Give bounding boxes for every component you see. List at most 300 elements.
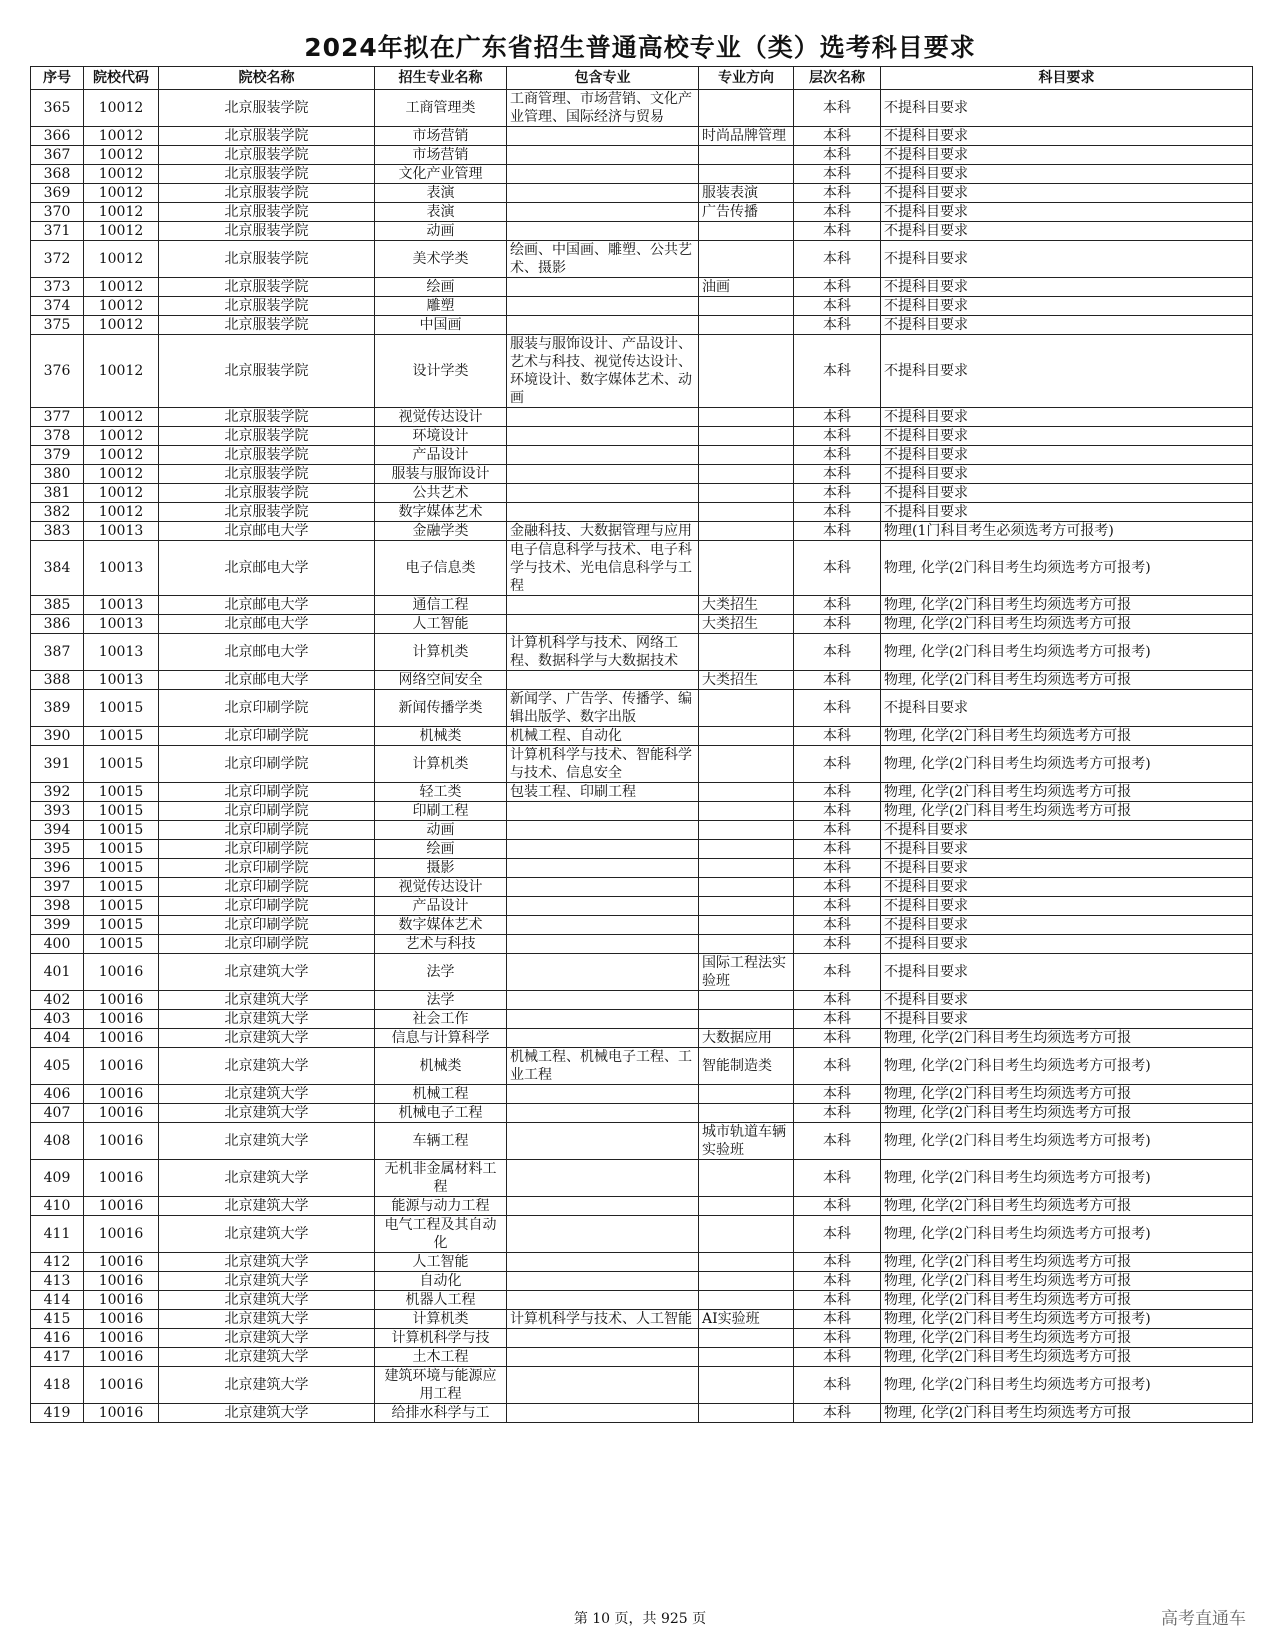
cell-direction bbox=[699, 297, 794, 316]
cell-no: 417 bbox=[31, 1348, 84, 1367]
cell-major: 计算机科学与技 bbox=[375, 1329, 507, 1348]
cell-includes bbox=[507, 146, 699, 165]
cell-requirement: 不提科目要求 bbox=[881, 821, 1253, 840]
cell-direction bbox=[699, 484, 794, 503]
cell-requirement: 不提科目要求 bbox=[881, 991, 1253, 1010]
cell-requirement: 物理, 化学(2门科目考生均须选考方可报考) bbox=[881, 541, 1253, 596]
cell-school: 北京服装学院 bbox=[159, 90, 375, 127]
cell-requirement: 物理(1门科目考生必须选考方可报考) bbox=[881, 522, 1253, 541]
cell-direction bbox=[699, 783, 794, 802]
cell-includes bbox=[507, 465, 699, 484]
cell-no: 402 bbox=[31, 991, 84, 1010]
cell-level: 本科 bbox=[794, 1160, 881, 1197]
cell-no: 376 bbox=[31, 335, 84, 408]
cell-requirement: 物理, 化学(2门科目考生均须选考方可报 bbox=[881, 1253, 1253, 1272]
subject-requirements-table bbox=[30, 66, 1253, 1423]
header-code: 院校代码 bbox=[84, 67, 159, 90]
cell-code: 10016 bbox=[84, 1085, 159, 1104]
cell-requirement: 物理, 化学(2门科目考生均须选考方可报 bbox=[881, 615, 1253, 634]
cell-no: 391 bbox=[31, 746, 84, 783]
cell-code: 10016 bbox=[84, 991, 159, 1010]
cell-no: 410 bbox=[31, 1197, 84, 1216]
cell-no: 367 bbox=[31, 146, 84, 165]
cell-code: 10012 bbox=[84, 316, 159, 335]
cell-code: 10015 bbox=[84, 840, 159, 859]
cell-code: 10016 bbox=[84, 1160, 159, 1197]
cell-level: 本科 bbox=[794, 1329, 881, 1348]
cell-code: 10016 bbox=[84, 1010, 159, 1029]
cell-school: 北京建筑大学 bbox=[159, 1197, 375, 1216]
cell-major: 通信工程 bbox=[375, 596, 507, 615]
cell-direction: 油画 bbox=[699, 278, 794, 297]
cell-requirement: 物理, 化学(2门科目考生均须选考方可报考) bbox=[881, 1048, 1253, 1085]
cell-no: 392 bbox=[31, 783, 84, 802]
cell-requirement: 物理, 化学(2门科目考生均须选考方可报 bbox=[881, 1085, 1253, 1104]
cell-code: 10016 bbox=[84, 1272, 159, 1291]
cell-school: 北京印刷学院 bbox=[159, 878, 375, 897]
cell-school: 北京印刷学院 bbox=[159, 802, 375, 821]
cell-includes bbox=[507, 297, 699, 316]
table-body bbox=[31, 90, 1253, 1423]
cell-direction bbox=[699, 1291, 794, 1310]
cell-no: 399 bbox=[31, 916, 84, 935]
cell-no: 419 bbox=[31, 1404, 84, 1423]
cell-direction bbox=[699, 541, 794, 596]
cell-includes bbox=[507, 897, 699, 916]
cell-direction bbox=[699, 1367, 794, 1404]
cell-level: 本科 bbox=[794, 222, 881, 241]
cell-major: 能源与动力工程 bbox=[375, 1197, 507, 1216]
cell-no: 375 bbox=[31, 316, 84, 335]
cell-requirement: 不提科目要求 bbox=[881, 222, 1253, 241]
cell-direction bbox=[699, 690, 794, 727]
cell-code: 10015 bbox=[84, 878, 159, 897]
cell-no: 396 bbox=[31, 859, 84, 878]
header-direction: 专业方向 bbox=[699, 67, 794, 90]
cell-code: 10012 bbox=[84, 146, 159, 165]
cell-code: 10016 bbox=[84, 1123, 159, 1160]
cell-no: 388 bbox=[31, 671, 84, 690]
cell-code: 10013 bbox=[84, 596, 159, 615]
cell-level: 本科 bbox=[794, 1010, 881, 1029]
table-row bbox=[31, 615, 1253, 634]
cell-includes bbox=[507, 127, 699, 146]
table-row bbox=[31, 1291, 1253, 1310]
cell-major: 中国画 bbox=[375, 316, 507, 335]
cell-major: 服装与服饰设计 bbox=[375, 465, 507, 484]
cell-school: 北京邮电大学 bbox=[159, 522, 375, 541]
cell-code: 10012 bbox=[84, 90, 159, 127]
table-row bbox=[31, 90, 1253, 127]
cell-major: 法学 bbox=[375, 954, 507, 991]
table-row bbox=[31, 878, 1253, 897]
cell-school: 北京建筑大学 bbox=[159, 1010, 375, 1029]
cell-major: 公共艺术 bbox=[375, 484, 507, 503]
cell-requirement: 物理, 化学(2门科目考生均须选考方可报 bbox=[881, 1272, 1253, 1291]
cell-requirement: 不提科目要求 bbox=[881, 503, 1253, 522]
cell-level: 本科 bbox=[794, 935, 881, 954]
cell-requirement: 不提科目要求 bbox=[881, 241, 1253, 278]
table-row bbox=[31, 935, 1253, 954]
cell-no: 403 bbox=[31, 1010, 84, 1029]
cell-school: 北京服装学院 bbox=[159, 427, 375, 446]
cell-includes bbox=[507, 1272, 699, 1291]
cell-no: 415 bbox=[31, 1310, 84, 1329]
cell-includes: 工商管理、市场营销、文化产业管理、国际经济与贸易 bbox=[507, 90, 699, 127]
cell-level: 本科 bbox=[794, 278, 881, 297]
cell-requirement: 不提科目要求 bbox=[881, 316, 1253, 335]
cell-school: 北京邮电大学 bbox=[159, 596, 375, 615]
cell-direction: 广告传播 bbox=[699, 203, 794, 222]
table-row bbox=[31, 821, 1253, 840]
cell-school: 北京服装学院 bbox=[159, 316, 375, 335]
cell-direction: 大类招生 bbox=[699, 615, 794, 634]
cell-code: 10012 bbox=[84, 165, 159, 184]
cell-direction bbox=[699, 1104, 794, 1123]
cell-major: 给排水科学与工 bbox=[375, 1404, 507, 1423]
cell-no: 369 bbox=[31, 184, 84, 203]
cell-includes: 机械工程、机械电子工程、工业工程 bbox=[507, 1048, 699, 1085]
cell-direction bbox=[699, 802, 794, 821]
cell-school: 北京建筑大学 bbox=[159, 1404, 375, 1423]
cell-code: 10016 bbox=[84, 1404, 159, 1423]
cell-direction bbox=[699, 316, 794, 335]
cell-no: 381 bbox=[31, 484, 84, 503]
cell-major: 计算机类 bbox=[375, 746, 507, 783]
cell-no: 398 bbox=[31, 897, 84, 916]
cell-level: 本科 bbox=[794, 1272, 881, 1291]
cell-code: 10013 bbox=[84, 615, 159, 634]
cell-school: 北京建筑大学 bbox=[159, 1253, 375, 1272]
cell-school: 北京建筑大学 bbox=[159, 1048, 375, 1085]
table-row bbox=[31, 1085, 1253, 1104]
cell-level: 本科 bbox=[794, 746, 881, 783]
cell-no: 368 bbox=[31, 165, 84, 184]
cell-requirement: 物理, 化学(2门科目考生均须选考方可报考) bbox=[881, 1160, 1253, 1197]
table-row bbox=[31, 671, 1253, 690]
cell-major: 数字媒体艺术 bbox=[375, 916, 507, 935]
cell-school: 北京服装学院 bbox=[159, 184, 375, 203]
cell-level: 本科 bbox=[794, 671, 881, 690]
cell-includes bbox=[507, 878, 699, 897]
cell-direction bbox=[699, 1160, 794, 1197]
cell-direction bbox=[699, 727, 794, 746]
cell-level: 本科 bbox=[794, 484, 881, 503]
cell-school: 北京印刷学院 bbox=[159, 746, 375, 783]
cell-code: 10012 bbox=[84, 222, 159, 241]
table-row bbox=[31, 1253, 1253, 1272]
cell-major: 机器人工程 bbox=[375, 1291, 507, 1310]
cell-major: 美术学类 bbox=[375, 241, 507, 278]
cell-level: 本科 bbox=[794, 1123, 881, 1160]
cell-includes bbox=[507, 316, 699, 335]
cell-includes bbox=[507, 1216, 699, 1253]
cell-school: 北京服装学院 bbox=[159, 335, 375, 408]
cell-includes bbox=[507, 1329, 699, 1348]
cell-direction bbox=[699, 522, 794, 541]
cell-no: 385 bbox=[31, 596, 84, 615]
table-row bbox=[31, 335, 1253, 408]
cell-major: 市场营销 bbox=[375, 146, 507, 165]
cell-no: 409 bbox=[31, 1160, 84, 1197]
cell-requirement: 不提科目要求 bbox=[881, 278, 1253, 297]
cell-major: 机械类 bbox=[375, 727, 507, 746]
cell-requirement: 不提科目要求 bbox=[881, 90, 1253, 127]
cell-level: 本科 bbox=[794, 1197, 881, 1216]
cell-code: 10013 bbox=[84, 634, 159, 671]
cell-no: 380 bbox=[31, 465, 84, 484]
cell-requirement: 物理, 化学(2门科目考生均须选考方可报考) bbox=[881, 1367, 1253, 1404]
cell-includes bbox=[507, 935, 699, 954]
table-row bbox=[31, 1404, 1253, 1423]
header-includes: 包含专业 bbox=[507, 67, 699, 90]
cell-code: 10015 bbox=[84, 897, 159, 916]
cell-requirement: 不提科目要求 bbox=[881, 897, 1253, 916]
cell-direction bbox=[699, 991, 794, 1010]
cell-level: 本科 bbox=[794, 1348, 881, 1367]
cell-major: 产品设计 bbox=[375, 446, 507, 465]
cell-major: 新闻传播学类 bbox=[375, 690, 507, 727]
table-row bbox=[31, 1348, 1253, 1367]
cell-code: 10012 bbox=[84, 127, 159, 146]
cell-level: 本科 bbox=[794, 427, 881, 446]
cell-no: 374 bbox=[31, 297, 84, 316]
table-row bbox=[31, 727, 1253, 746]
cell-level: 本科 bbox=[794, 783, 881, 802]
cell-requirement: 物理, 化学(2门科目考生均须选考方可报 bbox=[881, 1404, 1253, 1423]
table-row bbox=[31, 1160, 1253, 1197]
cell-includes: 包装工程、印刷工程 bbox=[507, 783, 699, 802]
cell-code: 10012 bbox=[84, 297, 159, 316]
cell-major: 产品设计 bbox=[375, 897, 507, 916]
cell-code: 10015 bbox=[84, 916, 159, 935]
cell-level: 本科 bbox=[794, 916, 881, 935]
cell-includes bbox=[507, 446, 699, 465]
cell-includes bbox=[507, 1029, 699, 1048]
cell-level: 本科 bbox=[794, 897, 881, 916]
cell-includes bbox=[507, 1253, 699, 1272]
cell-no: 401 bbox=[31, 954, 84, 991]
cell-requirement: 不提科目要求 bbox=[881, 184, 1253, 203]
cell-code: 10015 bbox=[84, 802, 159, 821]
table-row bbox=[31, 1272, 1253, 1291]
cell-school: 北京建筑大学 bbox=[159, 1104, 375, 1123]
cell-major: 雕塑 bbox=[375, 297, 507, 316]
cell-school: 北京服装学院 bbox=[159, 222, 375, 241]
header-major: 招生专业名称 bbox=[375, 67, 507, 90]
cell-code: 10016 bbox=[84, 1329, 159, 1348]
table-row bbox=[31, 1310, 1253, 1329]
table-row bbox=[31, 484, 1253, 503]
table-header-row bbox=[31, 67, 1253, 90]
cell-includes bbox=[507, 615, 699, 634]
cell-code: 10012 bbox=[84, 465, 159, 484]
cell-includes: 新闻学、广告学、传播学、编辑出版学、数字出版 bbox=[507, 690, 699, 727]
table-row bbox=[31, 783, 1253, 802]
cell-level: 本科 bbox=[794, 1029, 881, 1048]
cell-direction bbox=[699, 1329, 794, 1348]
table-row bbox=[31, 146, 1253, 165]
cell-no: 383 bbox=[31, 522, 84, 541]
cell-code: 10012 bbox=[84, 503, 159, 522]
cell-major: 土木工程 bbox=[375, 1348, 507, 1367]
table-row bbox=[31, 241, 1253, 278]
cell-code: 10012 bbox=[84, 446, 159, 465]
table-row bbox=[31, 316, 1253, 335]
cell-includes: 绘画、中国画、雕塑、公共艺术、摄影 bbox=[507, 241, 699, 278]
cell-level: 本科 bbox=[794, 165, 881, 184]
cell-direction bbox=[699, 222, 794, 241]
cell-includes bbox=[507, 1085, 699, 1104]
cell-major: 网络空间安全 bbox=[375, 671, 507, 690]
cell-direction bbox=[699, 503, 794, 522]
cell-direction bbox=[699, 146, 794, 165]
cell-major: 计算机类 bbox=[375, 1310, 507, 1329]
cell-includes bbox=[507, 1160, 699, 1197]
cell-requirement: 不提科目要求 bbox=[881, 878, 1253, 897]
table-row bbox=[31, 1329, 1253, 1348]
cell-major: 社会工作 bbox=[375, 1010, 507, 1029]
cell-level: 本科 bbox=[794, 522, 881, 541]
cell-requirement: 物理, 化学(2门科目考生均须选考方可报考) bbox=[881, 1216, 1253, 1253]
cell-no: 397 bbox=[31, 878, 84, 897]
cell-level: 本科 bbox=[794, 1310, 881, 1329]
cell-code: 10015 bbox=[84, 935, 159, 954]
cell-direction bbox=[699, 1404, 794, 1423]
cell-level: 本科 bbox=[794, 802, 881, 821]
cell-major: 艺术与科技 bbox=[375, 935, 507, 954]
cell-level: 本科 bbox=[794, 184, 881, 203]
cell-level: 本科 bbox=[794, 316, 881, 335]
cell-requirement: 物理, 化学(2门科目考生均须选考方可报 bbox=[881, 1029, 1253, 1048]
cell-school: 北京服装学院 bbox=[159, 127, 375, 146]
cell-school: 北京服装学院 bbox=[159, 446, 375, 465]
cell-no: 390 bbox=[31, 727, 84, 746]
table-row bbox=[31, 1048, 1253, 1085]
cell-includes bbox=[507, 1404, 699, 1423]
cell-level: 本科 bbox=[794, 203, 881, 222]
cell-level: 本科 bbox=[794, 1048, 881, 1085]
cell-no: 373 bbox=[31, 278, 84, 297]
table-row bbox=[31, 278, 1253, 297]
cell-no: 370 bbox=[31, 203, 84, 222]
cell-major: 金融学类 bbox=[375, 522, 507, 541]
cell-major: 环境设计 bbox=[375, 427, 507, 446]
cell-code: 10015 bbox=[84, 727, 159, 746]
cell-major: 文化产业管理 bbox=[375, 165, 507, 184]
cell-direction bbox=[699, 1197, 794, 1216]
cell-major: 印刷工程 bbox=[375, 802, 507, 821]
cell-requirement: 不提科目要求 bbox=[881, 954, 1253, 991]
cell-direction bbox=[699, 821, 794, 840]
table-row bbox=[31, 222, 1253, 241]
cell-code: 10012 bbox=[84, 408, 159, 427]
cell-requirement: 物理, 化学(2门科目考生均须选考方可报 bbox=[881, 727, 1253, 746]
cell-level: 本科 bbox=[794, 634, 881, 671]
cell-major: 车辆工程 bbox=[375, 1123, 507, 1160]
cell-no: 379 bbox=[31, 446, 84, 465]
cell-requirement: 不提科目要求 bbox=[881, 1010, 1253, 1029]
table-row bbox=[31, 746, 1253, 783]
cell-school: 北京建筑大学 bbox=[159, 1085, 375, 1104]
cell-direction bbox=[699, 335, 794, 408]
cell-major: 机械工程 bbox=[375, 1085, 507, 1104]
table-row bbox=[31, 184, 1253, 203]
cell-no: 394 bbox=[31, 821, 84, 840]
cell-school: 北京邮电大学 bbox=[159, 615, 375, 634]
cell-school: 北京建筑大学 bbox=[159, 1329, 375, 1348]
cell-major: 绘画 bbox=[375, 840, 507, 859]
table-row bbox=[31, 427, 1253, 446]
cell-school: 北京服装学院 bbox=[159, 146, 375, 165]
cell-requirement: 物理, 化学(2门科目考生均须选考方可报 bbox=[881, 1291, 1253, 1310]
cell-no: 386 bbox=[31, 615, 84, 634]
cell-level: 本科 bbox=[794, 446, 881, 465]
cell-includes: 电子信息科学与技术、电子科学与技术、光电信息科学与工程 bbox=[507, 541, 699, 596]
cell-code: 10015 bbox=[84, 859, 159, 878]
cell-code: 10012 bbox=[84, 484, 159, 503]
cell-major: 轻工类 bbox=[375, 783, 507, 802]
cell-direction: 城市轨道车辆实验班 bbox=[699, 1123, 794, 1160]
cell-no: 387 bbox=[31, 634, 84, 671]
cell-major: 表演 bbox=[375, 184, 507, 203]
cell-code: 10016 bbox=[84, 1291, 159, 1310]
cell-requirement: 物理, 化学(2门科目考生均须选考方可报考) bbox=[881, 746, 1253, 783]
cell-no: 378 bbox=[31, 427, 84, 446]
cell-level: 本科 bbox=[794, 954, 881, 991]
cell-no: 400 bbox=[31, 935, 84, 954]
cell-direction bbox=[699, 446, 794, 465]
cell-code: 10012 bbox=[84, 427, 159, 446]
cell-code: 10012 bbox=[84, 278, 159, 297]
table-row bbox=[31, 522, 1253, 541]
cell-includes bbox=[507, 1010, 699, 1029]
cell-level: 本科 bbox=[794, 1404, 881, 1423]
cell-major: 绘画 bbox=[375, 278, 507, 297]
table-row bbox=[31, 1197, 1253, 1216]
cell-level: 本科 bbox=[794, 690, 881, 727]
cell-school: 北京印刷学院 bbox=[159, 897, 375, 916]
cell-major: 摄影 bbox=[375, 859, 507, 878]
table-row bbox=[31, 840, 1253, 859]
cell-school: 北京服装学院 bbox=[159, 165, 375, 184]
cell-includes bbox=[507, 954, 699, 991]
header-school: 院校名称 bbox=[159, 67, 375, 90]
cell-no: 371 bbox=[31, 222, 84, 241]
cell-level: 本科 bbox=[794, 1291, 881, 1310]
cell-school: 北京邮电大学 bbox=[159, 671, 375, 690]
table-row bbox=[31, 1367, 1253, 1404]
cell-major: 人工智能 bbox=[375, 1253, 507, 1272]
cell-major: 法学 bbox=[375, 991, 507, 1010]
table-row bbox=[31, 596, 1253, 615]
cell-code: 10015 bbox=[84, 821, 159, 840]
cell-school: 北京服装学院 bbox=[159, 241, 375, 278]
cell-major: 数字媒体艺术 bbox=[375, 503, 507, 522]
table-row bbox=[31, 690, 1253, 727]
cell-level: 本科 bbox=[794, 503, 881, 522]
cell-no: 366 bbox=[31, 127, 84, 146]
cell-direction bbox=[699, 916, 794, 935]
cell-includes bbox=[507, 859, 699, 878]
cell-includes: 机械工程、自动化 bbox=[507, 727, 699, 746]
cell-major: 自动化 bbox=[375, 1272, 507, 1291]
cell-no: 405 bbox=[31, 1048, 84, 1085]
cell-direction: 大类招生 bbox=[699, 671, 794, 690]
cell-no: 395 bbox=[31, 840, 84, 859]
cell-no: 404 bbox=[31, 1029, 84, 1048]
cell-includes: 计算机科学与技术、智能科学与技术、信息安全 bbox=[507, 746, 699, 783]
